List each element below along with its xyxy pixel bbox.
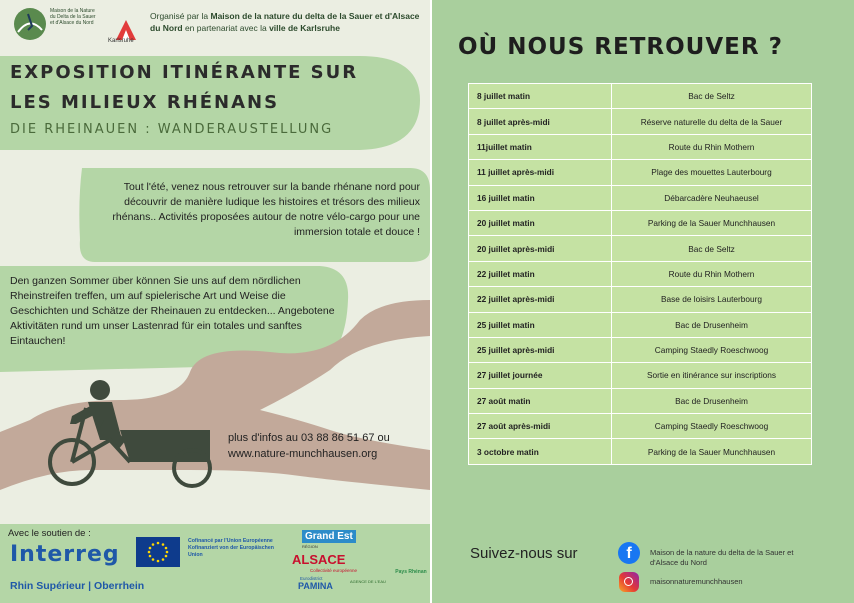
alsace-logo: ALSACE: [292, 552, 346, 567]
schedule-location: Débarcadère Neuhaeusel: [612, 185, 812, 210]
schedule-date: 20 juillet matin: [469, 210, 612, 235]
schedule-location: Plage des mouettes Lauterbourg: [612, 160, 812, 185]
instagram-handle[interactable]: maisonnaturemunchhausen: [650, 577, 743, 586]
schedule-row: [469, 337, 812, 362]
website-link[interactable]: www.nature-munchhausen.org: [228, 448, 378, 460]
german-description: Den ganzen Sommer über können Sie uns auf dem nördlichen Rheinstreifen treffen, um auf spielerische Art und Weise die Geschichten und Schätze der Rheinauen zu entdecken... Angebotene Aktivitäten rund um unser Lastenrad für ein totales und sanftes Eintauchen!: [10, 275, 335, 347]
title-line-2: LES MILIEUX RHÉNANS: [10, 92, 280, 113]
pays-rhenan-logo: Pays Rhénan: [395, 569, 427, 575]
schedule-date: 27 août après-midi: [469, 414, 612, 439]
sponsors-label: Avec le soutien de :: [8, 528, 91, 539]
karlsruhe-label: Karlsruhe: [108, 38, 134, 44]
follow-label: Suivez-nous sur: [470, 545, 578, 562]
interreg-logo: Interreg: [10, 542, 120, 567]
org-middle: en partenariat avec la: [182, 23, 270, 33]
schedule-location: Bac de Drusenheim: [612, 312, 812, 337]
schedule-date: 22 juillet après-midi: [469, 287, 612, 312]
schedule-title: OÙ NOUS RETROUVER ?: [458, 34, 783, 60]
schedule-location: Parking de la Sauer Munchhausen: [612, 439, 812, 464]
eu-cofinance-text: Cofinancé par l'Union Européenne Kofinanziert von der Europäischen Union: [188, 538, 274, 558]
schedule-row: [469, 109, 812, 134]
schedule-date: 25 juillet après-midi: [469, 337, 612, 362]
agence-eau-logo: AGENCE DE L'EAU: [350, 579, 386, 584]
schedule-location: Route du Rhin Mothern: [612, 134, 812, 159]
pamina-sub: Eurodistrict: [300, 576, 323, 581]
org-maison: Maison de la nature du delta de la Sauer et d'Alsace du Nord: [150, 11, 420, 33]
schedule-row: [469, 261, 812, 286]
schedule-row: [469, 134, 812, 159]
schedule-table: [468, 83, 812, 465]
schedule-date: 3 octobre matin: [469, 439, 612, 464]
schedule-row: [469, 287, 812, 312]
title-line-1: EXPOSITION ITINÉRANTE SUR: [10, 62, 359, 83]
schedule-date: 20 juillet après-midi: [469, 236, 612, 261]
org-prefix: Organisé par la: [150, 11, 211, 21]
schedule-row: [469, 84, 812, 109]
schedule-location: Réserve naturelle du delta de la Sauer: [612, 109, 812, 134]
eu-flag-icon: [136, 537, 180, 567]
subtitle: DIE RHEINAUEN : WANDERAUSTELLUNG: [10, 122, 334, 137]
instagram-icon[interactable]: [619, 572, 639, 592]
grandest-sub: RÉGION: [302, 544, 318, 549]
maison-logo-text: Maison de la Nature du Delta de la Sauer et d'Alsace du Nord: [50, 8, 96, 26]
schedule-location: Camping Staedly Roeschwoog: [612, 337, 812, 362]
schedule-row: [469, 236, 812, 261]
schedule-date: 27 juillet journée: [469, 363, 612, 388]
french-description: Tout l'été, venez nous retrouver sur la bande rhénane nord pour découvrir de manière ludique les histoires et trésors des milieux rhénans.. Activités proposées autour de notre vélo-cargo pour une immersion totale et douce !: [112, 181, 420, 238]
schedule-date: 22 juillet matin: [469, 261, 612, 286]
schedule-location: Bac de Seltz: [612, 84, 812, 109]
schedule-row: [469, 210, 812, 235]
schedule-location: Sortie en itinérance sur inscriptions: [612, 363, 812, 388]
schedule-location: Base de loisirs Lauterbourg: [612, 287, 812, 312]
schedule-location: Bac de Seltz: [612, 236, 812, 261]
org-ville: ville de Karlsruhe: [269, 23, 340, 33]
schedule-row: [469, 388, 812, 413]
schedule-date: 27 août matin: [469, 388, 612, 413]
pamina-logo: PAMINA: [298, 581, 333, 591]
contact-info: [228, 430, 428, 462]
schedule-row: [469, 439, 812, 464]
schedule-row: [469, 160, 812, 185]
schedule-row: [469, 185, 812, 210]
schedule-row: [469, 312, 812, 337]
schedule-date: 11 juillet après-midi: [469, 160, 612, 185]
schedule-location: Parking de la Sauer Munchhausen: [612, 210, 812, 235]
phone-line: plus d'infos au 03 88 86 51 67 ou: [228, 432, 390, 444]
schedule-date: 8 juillet après-midi: [469, 109, 612, 134]
schedule-date: 25 juillet matin: [469, 312, 612, 337]
rhin-superieur-label: Rhin Supérieur | Oberrhein: [10, 580, 145, 592]
schedule-location: Bac de Drusenheim: [612, 388, 812, 413]
grandest-logo: Grand Est: [302, 530, 356, 543]
schedule-location: Camping Staedly Roeschwoog: [612, 414, 812, 439]
schedule-date: 16 juillet matin: [469, 185, 612, 210]
schedule-date: 8 juillet matin: [469, 84, 612, 109]
facebook-page-name[interactable]: Maison de la nature du delta de la Sauer et d'Alsace du Nord: [650, 548, 794, 567]
facebook-icon[interactable]: f: [618, 542, 640, 564]
schedule-row: [469, 363, 812, 388]
schedule-date: 11juillet matin: [469, 134, 612, 159]
schedule-location: Route du Rhin Mothern: [612, 261, 812, 286]
alsace-sub: Collectivité européenne: [310, 568, 358, 573]
organizer-text: [150, 10, 425, 34]
schedule-row: [469, 414, 812, 439]
